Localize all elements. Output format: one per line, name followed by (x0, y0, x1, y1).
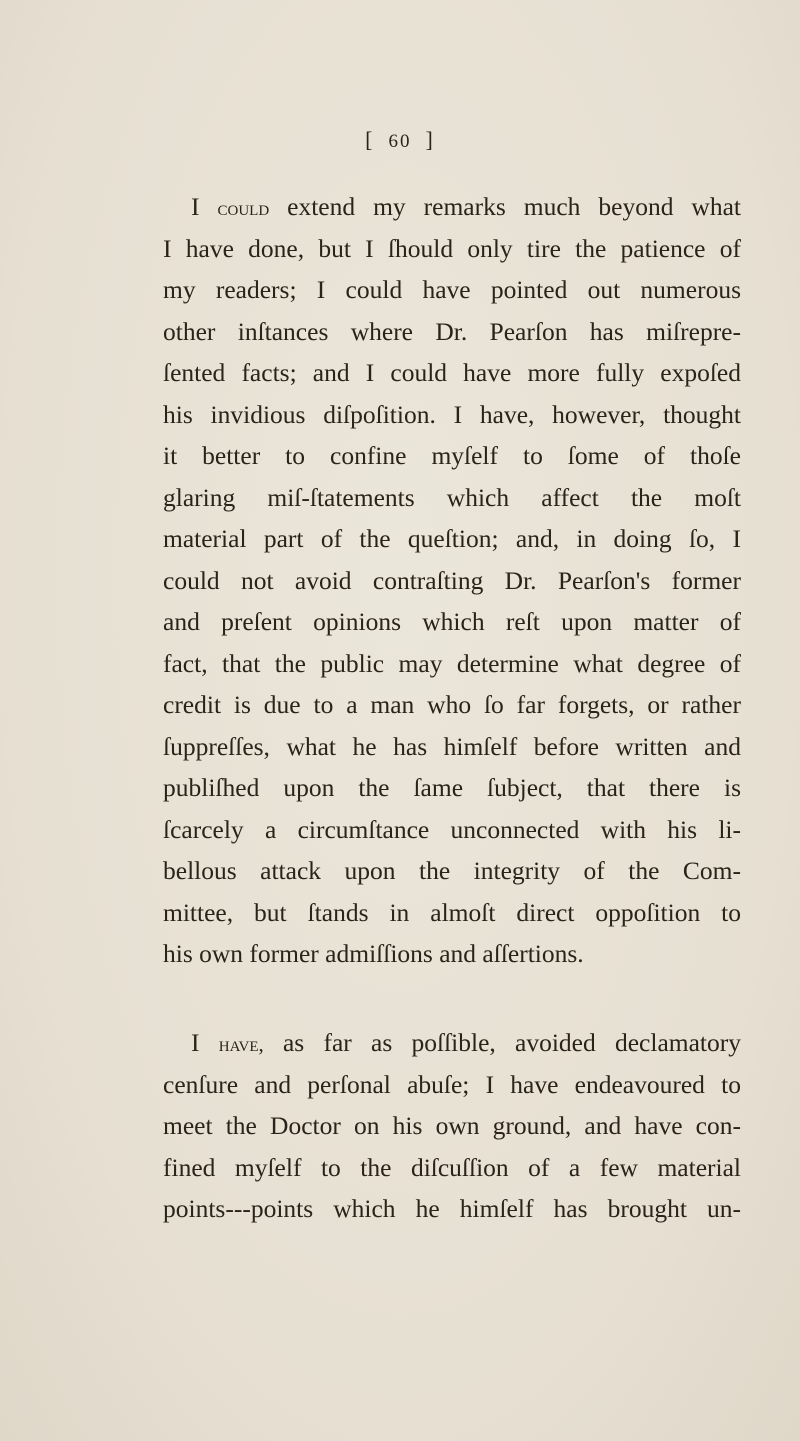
text-line: ſcarcely a circumſtance unconnected with his li- (163, 814, 741, 844)
text-line: material part of the queſtion; and, in doing ſo, I (163, 524, 741, 553)
text-line: I have done, but I ſhould only tire the patience of (163, 233, 741, 263)
small-caps-word: have, (218, 1032, 264, 1056)
line-text: as far as poſſible, avoided declamatory (282, 1028, 742, 1057)
text-line: it better to confine myſelf to ſome of thoſe (163, 441, 741, 470)
line-text: extend my remarks much beyond what (287, 192, 742, 221)
text-line: glaring miſ-ſtatements which affect the moſt (163, 482, 741, 512)
text-line: could not avoid contraſting Dr. Pearſon's former (163, 565, 741, 595)
text-line: mittee, but ſtands in almoſt direct oppoſition to (163, 897, 741, 927)
initial-word: I (191, 1028, 200, 1057)
text-line: ſented facts; and I could have more fully expoſed (163, 358, 741, 387)
text-line: his own former admiſſions and aſſertions. (163, 939, 584, 968)
text-line: meet the Doctor on his own ground, and have con- (163, 1111, 741, 1140)
text-line: his invidious diſpoſition. I have, however, thought (163, 399, 741, 429)
paragraph-2 (163, 1022, 741, 1230)
text-line: fined myſelf to the diſcuſſion of a few material (163, 1152, 741, 1182)
text-line: credit is due to a man who ſo far forgets, or rather (163, 690, 741, 719)
text-line (163, 186, 741, 228)
text-line: publiſhed upon the ſame ſubject, that there is (163, 773, 741, 802)
text-line (163, 1022, 741, 1064)
paragraph-1 (163, 186, 741, 975)
page-number: 60 (388, 131, 412, 152)
small-caps-word: could (217, 196, 270, 220)
text-line: fact, that the public may determine what degree of (163, 648, 741, 678)
text-line: other inſtances where Dr. Pearſon has miſrepre- (163, 316, 741, 346)
open-bracket: [ (365, 127, 375, 152)
page-header (0, 127, 800, 153)
text-line: bellous attack upon the integrity of the Com- (163, 856, 741, 885)
text-line: points---points which he himſelf has brought un- (163, 1194, 741, 1223)
text-line: my readers; I could have pointed out numerous (163, 275, 741, 304)
text-line: cenſure and perſonal abuſe; I have endeavoured to (163, 1069, 741, 1099)
initial-word: I (191, 192, 200, 221)
text-line: ſuppreſſes, what he has himſelf before written and (163, 731, 741, 761)
text-line: and preſent opinions which reſt upon matter of (163, 607, 741, 636)
close-bracket: ] (425, 127, 435, 152)
